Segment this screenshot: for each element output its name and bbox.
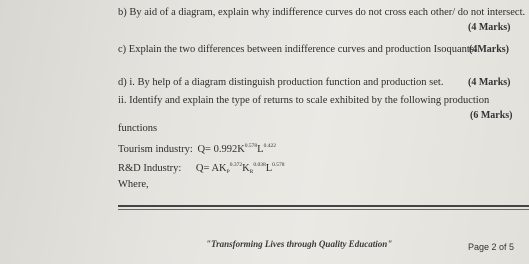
question-d-ii-line2: functions [118,123,158,134]
footer-motto: "Transforming Lives through Quality Education" [206,239,393,249]
question-b-text: b) By aid of a diagram, explain why indifference curves do not cross each other/ do not intersect. [118,7,526,18]
question-d-ii-line1: ii. Identify and explain the type of returns to scale exhibited by the following production [118,95,490,106]
rd-label: R&D Industry: [118,163,182,174]
footer-rule-top [118,205,529,207]
tourism-lhs: Q= 0.992K [197,144,245,155]
page-number: Page 2 of 5 [468,242,515,252]
rd-kr-exponent: 0.038 [253,162,266,168]
tourism-k-exponent: 0.578 [244,143,258,149]
rd-kp-exponent: 0.372 [229,162,243,168]
rd-kp-subscript: P [226,169,230,175]
question-c-text: c) Explain the two differences between indifference curves and production Isoquants. [118,44,477,55]
footer-rule-bottom [118,209,529,210]
question-c-marks: (4Marks) [469,44,509,55]
tourism-function [118,140,276,156]
question-d-ii-marks: (6 Marks) [470,110,513,121]
rd-function [118,159,285,178]
tourism-l-exponent: 0.422 [263,143,276,149]
rd-lhs: Q= AK [195,163,227,174]
rd-k2: K [242,163,250,174]
where-text: Where, [118,179,149,190]
question-d-i-text: d) i. By help of a diagram distinguish production function and production set. [118,77,444,88]
rd-kr-subscript: R [249,169,254,175]
question-d-i-marks: (4 Marks) [468,77,511,88]
question-b-marks: (4 Marks) [468,22,511,33]
tourism-l: L [257,144,264,155]
rd-l-exponent: 0.578 [272,162,285,168]
tourism-label: Tourism industry: [118,144,193,155]
rd-l: L [265,163,273,174]
